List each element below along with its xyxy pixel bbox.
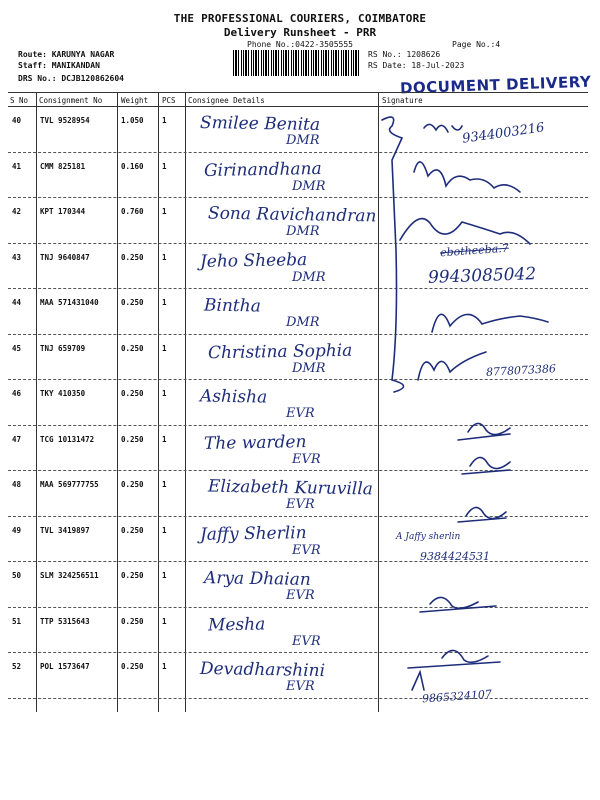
row-sno: 45 (12, 343, 22, 353)
route-label: Route: KARUNYA NAGAR (18, 50, 115, 59)
row-sno: 42 (12, 207, 22, 216)
col-sno: S No (10, 96, 29, 105)
row-weight: 0.250 (121, 662, 144, 671)
row-pcs: 1 (162, 116, 167, 125)
row-pcs: 1 (162, 207, 167, 216)
sig-phone: 9384424531 (420, 550, 490, 563)
sig-text: A Jaffy sherlin (396, 532, 461, 542)
row-consignment-no: SLM 324256511 (40, 571, 99, 580)
consignee-name: Christina Sophia (207, 340, 353, 363)
sig-phone: 9865324107 (421, 687, 493, 706)
signature-scribble (418, 352, 486, 380)
phone-number: Phone No.:0422-3505555 (247, 40, 353, 49)
row-pcs: 1 (162, 571, 167, 580)
sig-phone: 8778073386 (485, 362, 557, 379)
row-consignment-no: TNJ 659709 (40, 343, 86, 353)
consignee-area: EVR (286, 679, 315, 694)
row-sno: 44 (12, 298, 22, 307)
consignee-area: EVR (286, 497, 315, 512)
col-pcs: PCS (162, 96, 176, 105)
row-weight: 0.160 (121, 161, 144, 171)
sheet-subtitle: Delivery Runsheet - PRR (223, 26, 377, 39)
consignee-name: Girinandhana (203, 158, 322, 181)
col-consignee: Consignee Details (188, 96, 265, 105)
company-title: THE PROFESSIONAL COURIERS, COIMBATORE (173, 12, 427, 25)
row-weight: 0.760 (121, 207, 144, 216)
row-consignment-no: KPT 170344 (40, 207, 86, 216)
sig-text: ebotheeba.7 (439, 241, 510, 260)
consignee-area: DMR (292, 360, 326, 376)
row-pcs: 1 (162, 343, 167, 353)
row-pcs: 1 (162, 434, 167, 444)
signature-scribble (424, 124, 462, 132)
rs-number: RS No.: 1208626 (368, 50, 441, 59)
consignee-name: Elizabeth Kuruvilla (207, 476, 374, 500)
row-sno: 41 (12, 161, 22, 171)
sig-phone: 9344003216 (461, 120, 546, 147)
row-sno: 51 (12, 616, 22, 626)
row-pcs: 1 (162, 252, 167, 262)
consignee-name: Devadharshini (199, 658, 326, 682)
signature-scribble (458, 507, 506, 522)
signature-scribble (414, 162, 520, 192)
consignee-area: DMR (286, 224, 320, 239)
staff-label: Staff: MANIKANDAN (18, 61, 100, 70)
consignee-name: Smilee Benita (199, 112, 321, 136)
signature-scribble (462, 457, 510, 474)
row-consignment-no: TVL 3419897 (40, 525, 90, 535)
row-pcs: 1 (162, 616, 167, 626)
consignee-name: The warden (203, 431, 307, 454)
consignee-area: DMR (292, 178, 326, 194)
consignee-name: Bintha (203, 295, 261, 317)
row-weight: 1.050 (121, 116, 144, 125)
row-pcs: 1 (162, 662, 167, 671)
bracket-mark (382, 117, 404, 392)
signature-scribble (458, 423, 510, 440)
consignee-area: EVR (292, 542, 321, 558)
consignee-area: DMR (286, 315, 320, 330)
row-sno: 47 (12, 434, 22, 444)
row-consignment-no: CMM 825181 (40, 161, 86, 171)
row-pcs: 1 (162, 480, 167, 489)
row-consignment-no: TTP 5315643 (40, 616, 90, 626)
consignee-area: EVR (286, 588, 315, 603)
row-weight: 0.250 (121, 525, 144, 535)
consignee-name: Sona Ravichandran (207, 203, 377, 227)
drs-number: DRS No.: DCJB120862604 (18, 74, 124, 83)
row-weight: 0.250 (121, 389, 144, 398)
col-signature: Signature (382, 96, 423, 105)
row-consignment-no: POL 1573647 (40, 662, 90, 671)
row-weight: 0.250 (121, 480, 144, 489)
consignee-name: Jeho Sheeba (199, 249, 308, 272)
row-weight: 0.250 (121, 434, 144, 444)
row-weight: 0.250 (121, 252, 144, 262)
consignee-area: EVR (292, 633, 321, 649)
row-pcs: 1 (162, 389, 167, 398)
consignee-name: Jaffy Sherlin (199, 522, 307, 545)
document-delivery-stamp: DOCUMENT DELIVERY (399, 72, 592, 98)
row-weight: 0.250 (121, 298, 144, 307)
row-pcs: 1 (162, 298, 167, 307)
rs-date: RS Date: 18-Jul-2023 (368, 61, 465, 70)
signature-scribble (420, 597, 496, 612)
row-sno: 43 (12, 252, 22, 262)
col-weight: Weight (121, 96, 149, 105)
row-consignment-no: TVL 9528954 (40, 116, 90, 125)
row-weight: 0.250 (121, 616, 144, 626)
row-pcs: 1 (162, 525, 167, 535)
row-sno: 40 (12, 116, 22, 125)
consignee-name: Ashisha (199, 386, 268, 408)
row-sno: 46 (12, 389, 22, 398)
row-sno: 49 (12, 525, 22, 535)
signature-scribble (408, 650, 500, 668)
row-sno: 50 (12, 571, 22, 580)
row-consignment-no: MAA 571431040 (40, 298, 99, 307)
row-weight: 0.250 (121, 571, 144, 580)
consignee-name: Mesha (207, 614, 266, 635)
row-pcs: 1 (162, 161, 167, 171)
consignee-area: DMR (292, 269, 326, 285)
page-number: Page No.:4 (452, 40, 501, 49)
row-sno: 48 (12, 480, 22, 489)
signature-scribble (412, 672, 424, 690)
col-consignment: Consignment No (39, 96, 103, 105)
row-weight: 0.250 (121, 343, 144, 353)
consignee-area: DMR (286, 133, 320, 148)
signature-scribble (400, 219, 530, 244)
consignee-area: EVR (292, 451, 321, 467)
row-sno: 52 (12, 662, 22, 671)
row-consignment-no: MAA 569777755 (40, 480, 99, 489)
consignee-name: Arya Dhaian (203, 568, 311, 590)
row-consignment-no: TKY 410350 (40, 389, 86, 398)
sig-phone: 9943085042 (427, 264, 537, 288)
signature-scribble (432, 314, 548, 332)
row-consignment-no: TCG 10131472 (40, 434, 95, 444)
row-consignment-no: TNJ 9640847 (40, 252, 90, 262)
consignee-area: EVR (286, 406, 315, 421)
